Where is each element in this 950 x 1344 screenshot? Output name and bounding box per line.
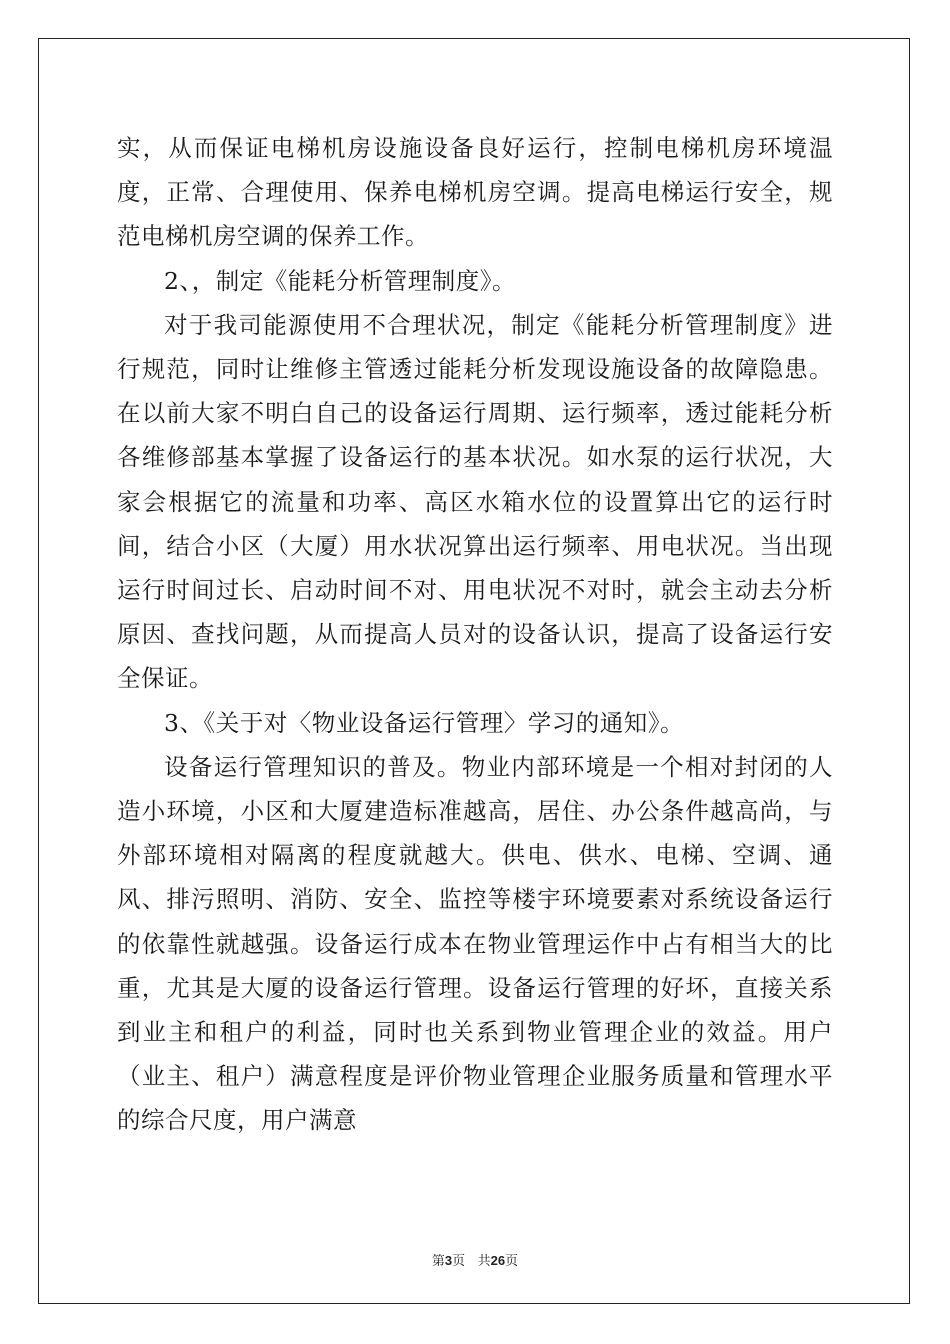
- footer-total-pages: 26: [490, 1253, 506, 1268]
- footer-prefix: 第: [431, 1254, 445, 1269]
- footer-page-suffix: 页: [452, 1254, 466, 1269]
- document-body: [117, 126, 833, 1143]
- paragraph-5: 设备运行管理知识的普及。物业内部环境是一个相对封闭的人造小环境，小区和大厦建造标准越高，居住、办公条件越高尚，与外部环境相对隔离的程度就越大。供电、供水、电梯、空调、通风、排污照明、消防、安全、监控等楼宇环境要素对系统设备运行的依靠性就越强。设备运行成本在物业管理运作中占有相当大的比重，尤其是大厦的设备运行管理。设备运行管理的好坏，直接关系到业主和租户的利益，同时也关系到物业管理企业的效益。用户（业主、租户）满意程度是评价物业管理企业服务质量和管理水平的综合尺度，用户满意: [117, 752, 833, 1135]
- paragraph-2: 2、，制定《能耗分析管理制度》。: [164, 266, 516, 295]
- paragraph-3: 对于我司能源使用不合理状况，制定《能耗分析管理制度》进行规范，同时让维修主管透过能耗分析发现设施设备的故障隐患。在以前大家不明白自己的设备运行周期、运行频率，透过能耗分析各维修部基本掌握了设备运行的基本状况。如水泵的运行状况，大家会根据它的流量和功率、高区水箱水位的设置算出它的运行时间，结合小区（大厦）用水状况算出运行频率、用电状况。当出现运行时间过长、启动时间不对、用电状况不对时，就会主动去分析原因、查找问题，从而提高人员对的设备认识，提高了设备运行安全保证。: [117, 310, 833, 693]
- paragraph-4: 3、《关于对〈物业设备运行管理〉学习的通知》。: [164, 708, 684, 737]
- footer-total-prefix: 共: [477, 1254, 491, 1269]
- paragraph-1: 实，从而保证电梯机房设施设备良好运行，控制电梯机房环境温度，正常、合理使用、保养电梯机房空调。提高电梯运行安全，规范电梯机房空调的保养工作。: [117, 134, 833, 251]
- footer-page-number: 3: [444, 1253, 453, 1268]
- footer-total-suffix: 页: [505, 1254, 519, 1269]
- page-footer: [0, 1250, 950, 1269]
